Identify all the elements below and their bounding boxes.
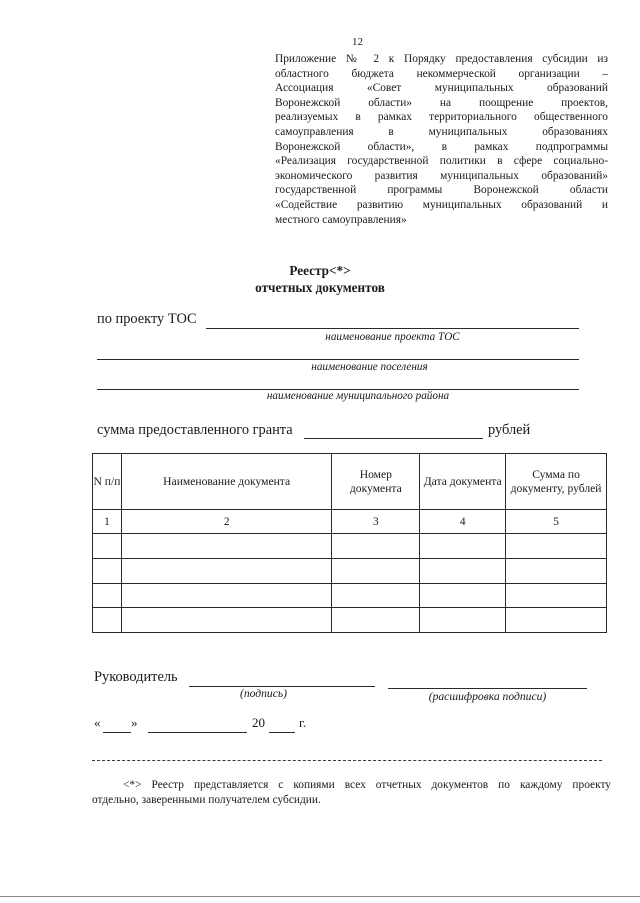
- table-row: [93, 558, 607, 583]
- date-year-suffix: г.: [299, 715, 307, 730]
- project-name-caption: наименование проекта ТОС: [325, 331, 460, 343]
- signature-decode-field[interactable]: [388, 688, 587, 689]
- table-cell[interactable]: [420, 534, 506, 559]
- column-number: 3: [332, 510, 420, 534]
- column-header-number: N п/п: [93, 454, 122, 510]
- appendix-line: реализуемых в рамках территориального общественного: [275, 111, 608, 124]
- table-cell[interactable]: [93, 558, 122, 583]
- footnote-line: <*> Реестр представляется с копиями всех отчетных документов по каждому проекту: [123, 779, 611, 791]
- appendix-line: государственной программы Воронежской области: [275, 184, 608, 197]
- project-name-field[interactable]: [206, 328, 579, 329]
- date-year-field[interactable]: [269, 732, 295, 733]
- grant-label: сумма предоставленного гранта: [97, 422, 293, 438]
- footnote-separator: [92, 760, 602, 761]
- appendix-line: Воронежской области», в рамках подпрограммы: [275, 140, 608, 153]
- appendix-header: [275, 52, 608, 227]
- document-subtitle: отчетных документов: [255, 280, 385, 295]
- column-header-document-name: Наименование документа: [121, 454, 331, 510]
- table-cell[interactable]: [121, 534, 331, 559]
- district-name-caption: наименование муниципального района: [266, 390, 450, 402]
- table-cell[interactable]: [420, 558, 506, 583]
- appendix-line: областного бюджета некоммерческой организации –: [275, 67, 608, 80]
- date-close-quote: »: [131, 715, 138, 730]
- footnote-line: отдельно, заверенными получателем субсидии.: [92, 794, 321, 806]
- footnote: [92, 778, 611, 808]
- column-number: 2: [121, 510, 331, 534]
- appendix-line: «Реализация государственной политики в сфере социально-: [275, 155, 608, 168]
- settlement-name-caption: наименование поселения: [311, 361, 428, 373]
- grant-unit: рублей: [488, 422, 531, 438]
- table-cell[interactable]: [332, 558, 420, 583]
- settlement-name-field[interactable]: [97, 359, 579, 360]
- table-cell[interactable]: [420, 608, 506, 633]
- column-header-document-number: Номер документа: [332, 454, 420, 510]
- date-month-field[interactable]: [148, 732, 247, 733]
- table-cell[interactable]: [506, 608, 607, 633]
- table-cell[interactable]: [93, 583, 122, 608]
- signature-caption: (подпись): [239, 687, 288, 700]
- table-cell[interactable]: [332, 583, 420, 608]
- column-number: 4: [420, 510, 506, 534]
- signature-label: Руководитель: [94, 669, 178, 685]
- appendix-line: Воронежской области» на поощрение проектов,: [275, 96, 608, 109]
- appendix-line: экономического развития муниципальных образований»: [275, 169, 608, 182]
- signature-decode-caption: (расшифровка подписи): [428, 690, 547, 703]
- date-year-prefix: 20: [252, 715, 265, 730]
- table-cell[interactable]: [506, 534, 607, 559]
- date-open-quote: «: [94, 715, 101, 730]
- column-number: 1: [93, 510, 122, 534]
- grant-amount-field[interactable]: [304, 438, 483, 439]
- column-header-document-date: Дата документа: [420, 454, 506, 510]
- table-cell[interactable]: [332, 608, 420, 633]
- documents-registry-table: [92, 453, 607, 633]
- table-cell[interactable]: [121, 608, 331, 633]
- table-cell[interactable]: [506, 558, 607, 583]
- column-number-row: [93, 510, 607, 534]
- column-header-document-amount: Сумма по документу, рублей: [506, 454, 607, 510]
- table-cell[interactable]: [420, 583, 506, 608]
- page-bottom-rule: [0, 896, 640, 897]
- appendix-line: Ассоциация «Совет муниципальных образований: [275, 82, 608, 95]
- table-cell[interactable]: [93, 608, 122, 633]
- page-number: 12: [352, 36, 363, 48]
- document-title: Реестр<*>: [289, 263, 351, 278]
- table-header-row: [93, 454, 607, 510]
- column-number: 5: [506, 510, 607, 534]
- table-cell[interactable]: [332, 534, 420, 559]
- table-row: [93, 608, 607, 633]
- appendix-line: Приложение № 2 к Порядку предоставления субсидии из: [275, 53, 608, 65]
- appendix-line: «Содействие развитию муниципальных образований и: [275, 198, 608, 211]
- date-day-field[interactable]: [103, 732, 131, 733]
- table-cell[interactable]: [121, 558, 331, 583]
- table-cell[interactable]: [93, 534, 122, 559]
- appendix-line: самоуправления в муниципальных образованиях: [275, 125, 608, 138]
- table-cell[interactable]: [506, 583, 607, 608]
- appendix-line: местного самоуправления»: [275, 213, 407, 226]
- table-row: [93, 583, 607, 608]
- project-label: по проекту ТОС: [97, 311, 197, 327]
- table-cell[interactable]: [121, 583, 331, 608]
- table-row: [93, 534, 607, 559]
